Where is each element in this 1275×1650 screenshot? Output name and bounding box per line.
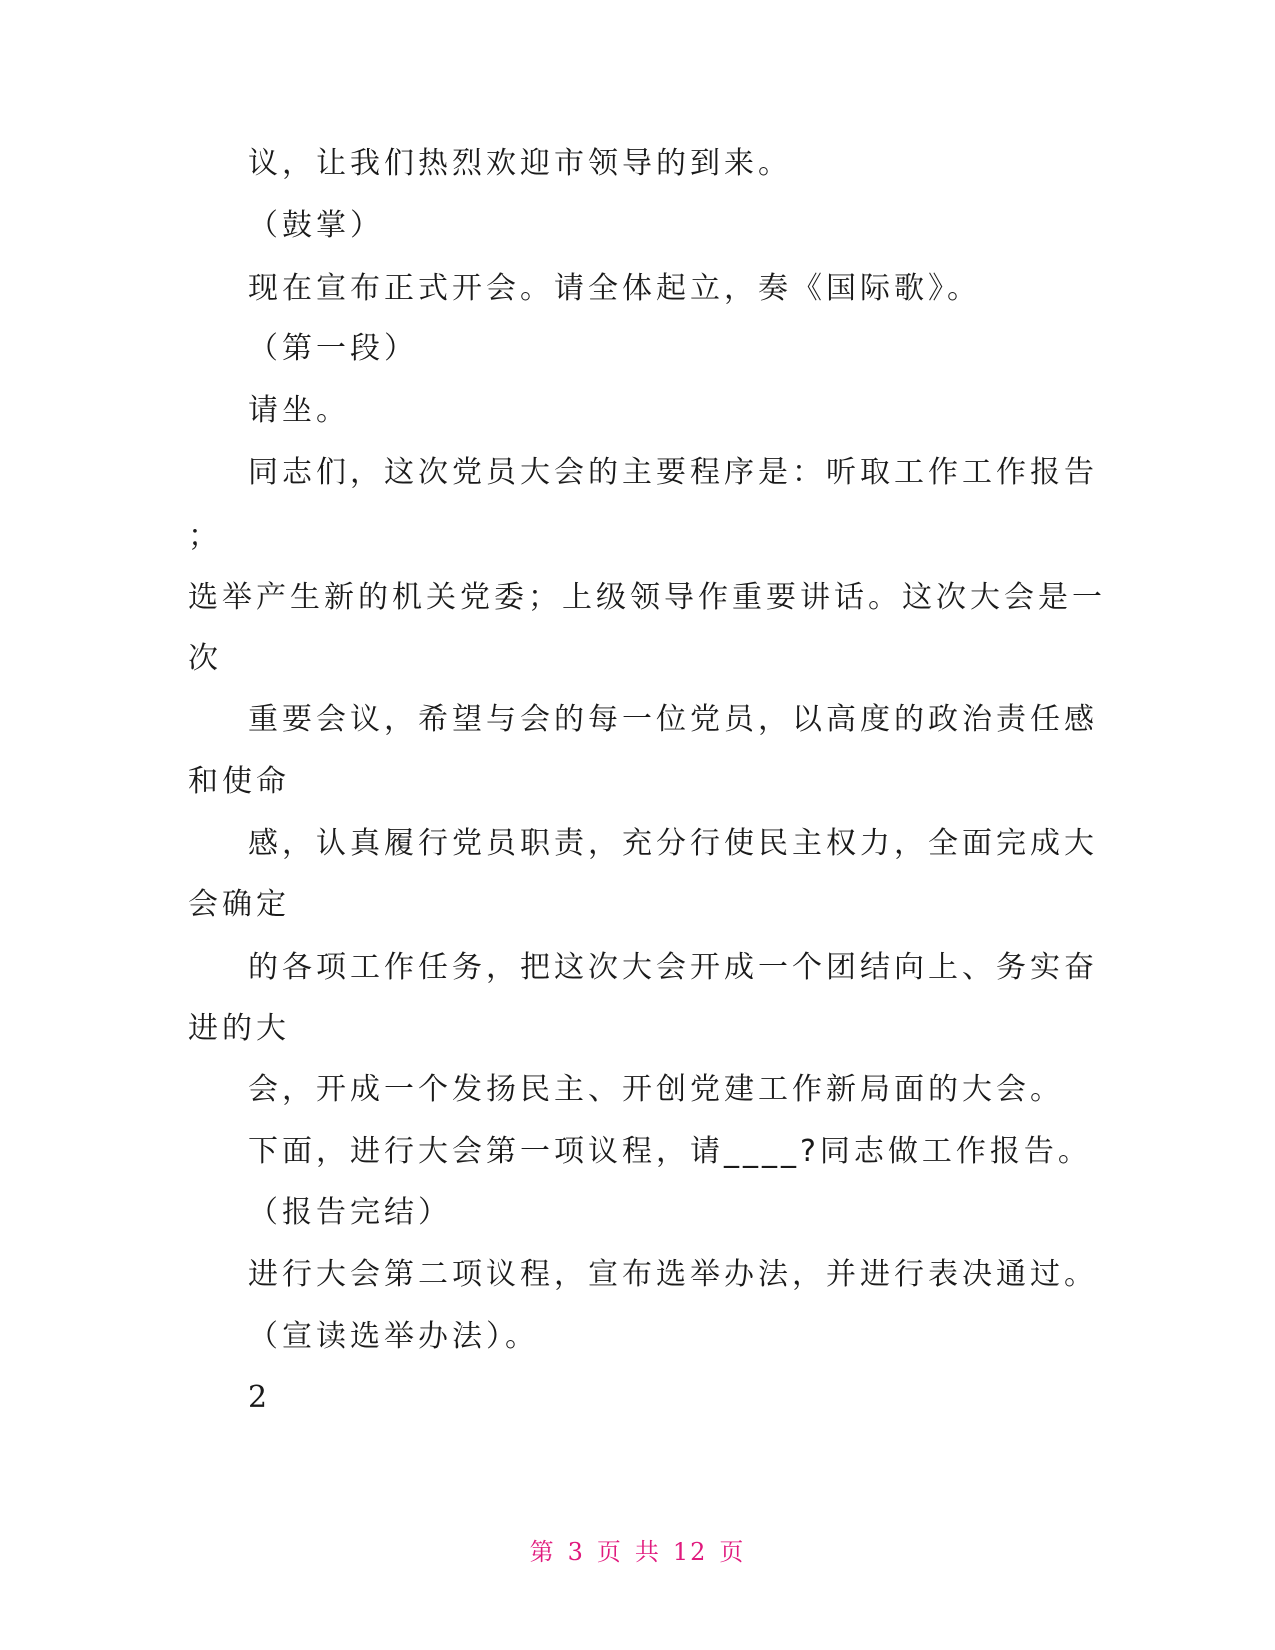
footer-prefix: 第 bbox=[529, 1538, 556, 1566]
footer-current-page: 3 bbox=[567, 1538, 585, 1566]
text-line: 同志们，这次党员大会的主要程序是：听取工作工作报告 bbox=[248, 455, 1098, 490]
page-number-body: 2 bbox=[248, 1380, 272, 1415]
text-line: 次 bbox=[188, 641, 222, 676]
text-line: （第一段） bbox=[248, 331, 418, 366]
text-line: 和使命 bbox=[188, 764, 290, 799]
text-line: 进行大会第二项议程，宣布选举办法，并进行表决通过。 bbox=[248, 1257, 1098, 1292]
footer-suffix: 页 bbox=[719, 1538, 746, 1566]
text-line: 会确定 bbox=[188, 887, 290, 922]
text-line: 重要会议，希望与会的每一位党员，以高度的政治责任感 bbox=[248, 702, 1098, 737]
text-line: ； bbox=[188, 519, 222, 554]
text-line: 会，开成一个发扬民主、开创党建工作新局面的大会。 bbox=[248, 1072, 1064, 1107]
text-line: （宣读选举办法）。 bbox=[248, 1319, 539, 1354]
text-line: 感，认真履行党员职责，充分行使民主权力，全面完成大 bbox=[248, 826, 1098, 861]
footer-total-word: 共 bbox=[634, 1538, 661, 1566]
text-line: 现在宣布正式开会。请全体起立，奏《国际歌》。 bbox=[248, 271, 981, 306]
text-line: 的各项工作任务，把这次大会开成一个团结向上、务实奋 bbox=[248, 950, 1098, 985]
text-line: 选举产生新的机关党委；上级领导作重要讲话。这次大会是一 bbox=[188, 580, 1106, 615]
text-line: （鼓掌） bbox=[248, 208, 384, 243]
text-line: 下面，进行大会第一项议程，请____?同志做工作报告。 bbox=[248, 1134, 1092, 1169]
footer-page-word: 页 bbox=[596, 1538, 623, 1566]
page-footer bbox=[0, 1532, 1275, 1567]
text-line: 请坐。 bbox=[248, 393, 350, 428]
text-line: （报告完结） bbox=[248, 1195, 452, 1230]
footer-total-pages: 12 bbox=[672, 1538, 708, 1566]
text-line: 进的大 bbox=[188, 1011, 290, 1046]
text-line: 议，让我们热烈欢迎市领导的到来。 bbox=[248, 146, 792, 181]
